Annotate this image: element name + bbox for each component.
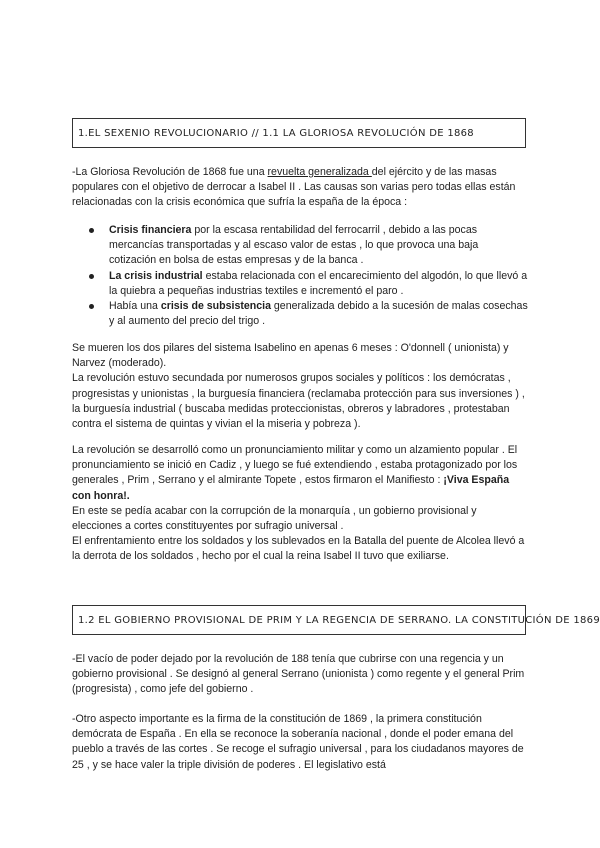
intro-text-post: del ejército y de las masas populares con el objetivo de derrocar a Isabel II . Las causas son varias pero todas ellas están relacionadas con la crisis económica que sufría la españa de la época : xyxy=(72,166,516,209)
cause-item xyxy=(72,223,528,269)
paragraph-text: La revolución se desarrolló como un pronunciamiento militar y como un alzamiento popular . El pronunciamiento se inició en Cadiz , y luego se fué extendiendo , estaba protagonizado por los generales , Prim , Serrano y el almirante Topete , estos firmaron el Manifiesto : xyxy=(72,444,518,487)
cause-item xyxy=(72,269,528,299)
cause-title: Crisis financiera xyxy=(109,224,192,236)
manifesto-slogan: ¡Viva España con honra!. xyxy=(72,474,510,502)
cause-text: estaba relacionada con el encarecimiento del algodón, lo que llevó a la quiebra a pequeñas industrias textiles e incrementó el paro . xyxy=(109,269,528,297)
cause-title: crisis de subsistencia xyxy=(160,300,271,313)
cause-text: generalizada debido a la sucesión de malas cosechas y al aumento del precio del trigo . xyxy=(109,300,528,328)
cause-text: por la escasa rentabilidad del ferrocarril , debido a las pocas mercancías transportadas y al escaso valor de estas , lo que provoca una baja cotización en bolsa de estas empresas y de la banca . xyxy=(109,224,479,267)
intro-paragraph xyxy=(72,165,528,211)
paragraph: El enfrentamiento entre los soldados y los sublevados en la Batalla del puente de Alcolea llevó a la derrota de los soldados , hecho por el cual la reina Isabel II tuvo que exiliarse. xyxy=(72,535,525,563)
section-1-intro xyxy=(72,165,528,211)
section-2-heading-text: 1.2 EL GOBIERNO PROVISIONAL DE PRIM Y LA REGENCIA DE SERRANO. LA CONSTITUCIÓN DE 1869 xyxy=(78,614,600,626)
paragraph: En este se pedía acabar con la corrupción de la monarquía , un gobierno provisional y elecciones a cortes constituyentes por sufragio universal . xyxy=(72,504,477,533)
section-1-body-2 xyxy=(72,443,528,565)
intro-underlined-text: revuelta generalizada xyxy=(267,166,372,178)
section-1-heading-text: 1.EL SEXENIO REVOLUCIONARIO // 1.1 LA GLORIOSA REVOLUCIÓN DE 1868 xyxy=(78,127,474,139)
cause-title: La crisis industrial xyxy=(109,269,203,282)
section-2-heading xyxy=(72,605,600,635)
paragraph xyxy=(72,443,528,504)
paragraph: La revolución estuvo secundada por numerosos grupos sociales y políticos : los demócratas , progresistas y unionistas , la burguesía financiera (reclamaba protección para sus inversiones ) , la burguesía industrial ( buscaba medidas proteccionistas, obreros y labradores , protestaban contra el sistema de quintas y vivian el la miseria y pobreza ). xyxy=(72,372,525,431)
cause-pre: Había una xyxy=(109,300,161,313)
paragraph: Se mueren los dos pilares del sistema Isabelino en apenas 6 meses : O'donnell ( unionista) y Narvez (moderado). xyxy=(72,342,509,370)
cause-item xyxy=(72,299,528,329)
causes-list xyxy=(72,223,528,329)
paragraph: -El vacío de poder dejado por la revolución de 188 tenía que cubrirse con una regencia y un gobierno provisional . Se designó al general Serrano (unionista ) como regente y el general Prim (progresista) , como jefe del gobierno . xyxy=(72,653,525,696)
paragraph: -Otro aspecto importante es la firma de la constitución de 1869 , la primera constitución demócrata de España . En ella se reconoce la soberanía nacional , donde el poder emana del pueblo a través de las cortes . Se recoge el sufragio universal , para los ciudadanos mayores de 25 , y se hace valer la triple división de poderes . El legislativo está xyxy=(72,713,524,771)
section-2-body-2 xyxy=(72,712,528,773)
section-2-body xyxy=(72,652,528,698)
section-1-heading xyxy=(72,118,526,148)
section-1-body xyxy=(72,341,528,432)
intro-text-pre: -La Gloriosa Revolución de 1868 fue una xyxy=(72,166,268,178)
